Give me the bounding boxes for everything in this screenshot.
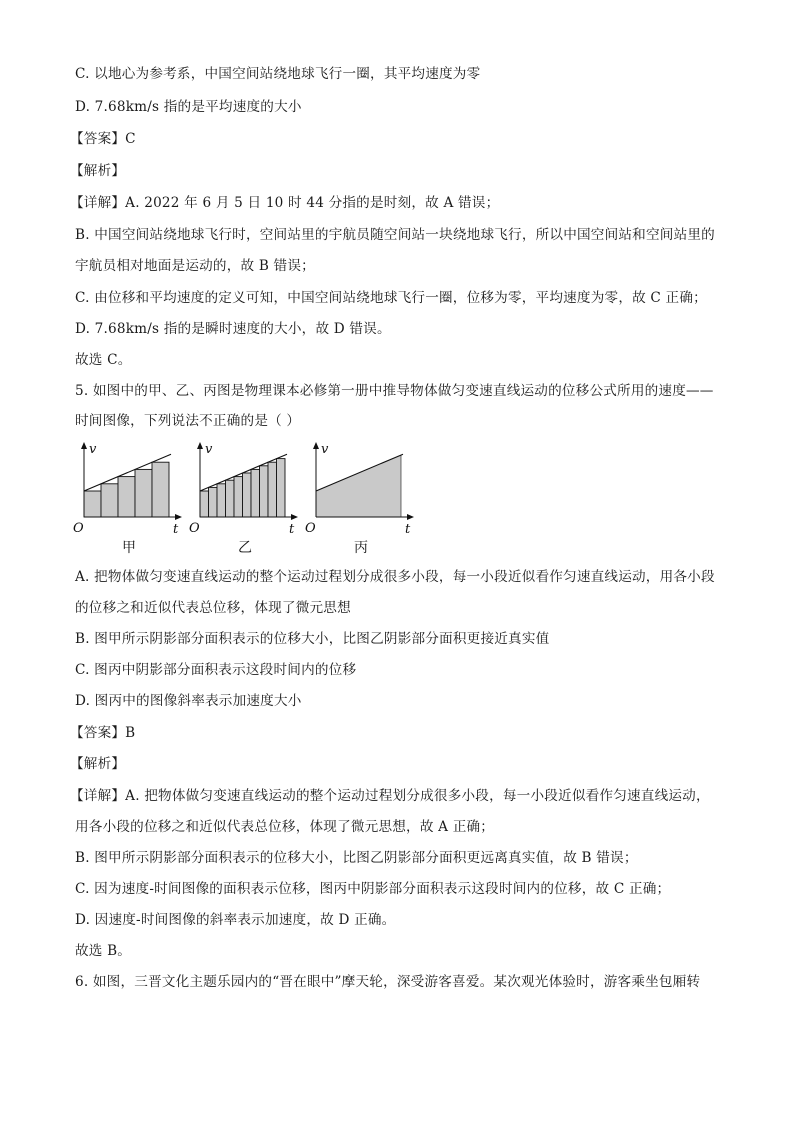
detail-q4-a: 【详解】A. 2022 年 6 月 5 日 10 时 44 分指的是时刻，故 A 错误； (70, 195, 500, 211)
origin-label-c: O (305, 521, 316, 536)
caption-a: 甲 (122, 540, 136, 556)
step-bar-b-9 (277, 459, 286, 517)
v-arrow-b (197, 442, 203, 449)
vt-graph-figure (72, 435, 422, 560)
step-bar-a-1 (101, 484, 118, 517)
step-bar-b-7 (260, 466, 269, 517)
option-5-a-2: 的位移之和近似代表总位移，体现了微元思想 (75, 600, 351, 616)
step-bar-a-2 (118, 477, 135, 517)
option-d-prev: D. 7.68km/s 指的是平均速度的大小 (75, 99, 302, 115)
detail-q4-c: C. 由位移和平均速度的定义可知，中国空间站绕地球飞行一圈，位移为零，平均速度为零，故 C 正确； (75, 290, 707, 306)
step-bar-a-3 (135, 469, 152, 517)
step-bar-b-0 (200, 491, 209, 517)
analysis-label-q5: 【解析】 (70, 756, 126, 772)
option-c-prev: C. 以地心为参考系，中国空间站绕地球飞行一圈，其平均速度为零 (75, 66, 481, 82)
detail-q5-b: B. 图甲所示阴影部分面积表示的位移大小，比图乙阴影部分面积更远离真实值，故 B 错误； (75, 850, 638, 866)
v-arrow-a (81, 442, 87, 449)
question-5-stem-2: 时间图像，下列说法不正确的是（ ） (75, 413, 301, 429)
conclusion-q5: 故选 B。 (75, 943, 132, 959)
detail-q4-d: D. 7.68km/s 指的是瞬时速度的大小，故 D 错误。 (75, 321, 391, 337)
vt-graph-svg (72, 435, 422, 560)
option-5-c: C. 图丙中阴影部分面积表示这段时间内的位移 (75, 662, 357, 678)
option-5-a-1: A. 把物体做匀变速直线运动的整个运动过程划分成很多小段，每一小段近似看作匀速直线运动，用各小段 (75, 569, 715, 585)
t-label-c: t (405, 522, 411, 537)
t-arrow-a (175, 514, 182, 520)
step-bar-b-8 (268, 462, 277, 517)
step-bar-b-6 (251, 469, 260, 517)
v-arrow-c (313, 442, 319, 449)
t-arrow-c (407, 514, 414, 520)
answer-label-q5: 【答案】B (70, 725, 136, 741)
answer-label-q4: 【答案】C (70, 131, 136, 147)
detail-q4-b-2: 宇航员相对地面是运动的，故 B 错误； (75, 258, 315, 274)
option-5-b: B. 图甲所示阴影部分面积表示的位移大小，比图乙阴影部分面积更接近真实值 (75, 631, 550, 647)
step-bar-b-4 (234, 477, 243, 517)
t-label-a: t (173, 522, 179, 537)
step-bar-a-4 (152, 462, 169, 517)
caption-b: 乙 (238, 540, 252, 556)
detail-q5-d: D. 因速度-时间图像的斜率表示加速度，故 D 正确。 (75, 912, 396, 928)
detail-q5-a-1: 【详解】A. 把物体做匀变速直线运动的整个运动过程划分成很多小段，每一小段近似看作匀速直线运动， (70, 788, 710, 804)
question-6-stem-1: 6. 如图，三晋文化主题乐园内的“晋在眼中”摩天轮，深受游客喜爱。某次观光体验时，游客乘坐包厢转 (75, 974, 701, 990)
option-5-d: D. 图丙中的图像斜率表示加速度大小 (75, 693, 302, 709)
v-label-c: v (321, 442, 329, 457)
origin-label-a: O (73, 521, 84, 536)
conclusion-q4: 故选 C。 (75, 352, 132, 368)
origin-label-b: O (189, 521, 200, 536)
step-bar-a-0 (84, 491, 101, 517)
step-bar-b-3 (226, 480, 235, 517)
detail-q5-a-2: 用各小段的位移之和近似代表总位移，体现了微元思想，故 A 正确； (75, 819, 495, 835)
v-label-a: v (89, 442, 97, 457)
detail-q5-c: C. 因为速度-时间图像的面积表示位移，图丙中阴影部分面积表示这段时间内的位移，故 C 正确； (75, 881, 671, 897)
step-bar-b-2 (217, 484, 226, 517)
question-5-stem-1: 5. 如图中的甲、乙、丙图是物理课本必修第一册中推导物体做匀变速直线运动的位移公式所用的速度—— (75, 383, 714, 399)
v-label-b: v (205, 442, 213, 457)
t-label-b: t (289, 522, 295, 537)
analysis-label-q4: 【解析】 (70, 163, 126, 179)
t-arrow-b (291, 514, 298, 520)
step-bar-b-1 (209, 487, 218, 517)
caption-c: 丙 (354, 540, 368, 556)
detail-q4-b-1: B. 中国空间站绕地球飞行时，空间站里的宇航员随空间站一块绕地球飞行，所以中国空间站和空间站里的 (75, 227, 715, 243)
step-bar-b-5 (243, 473, 252, 517)
